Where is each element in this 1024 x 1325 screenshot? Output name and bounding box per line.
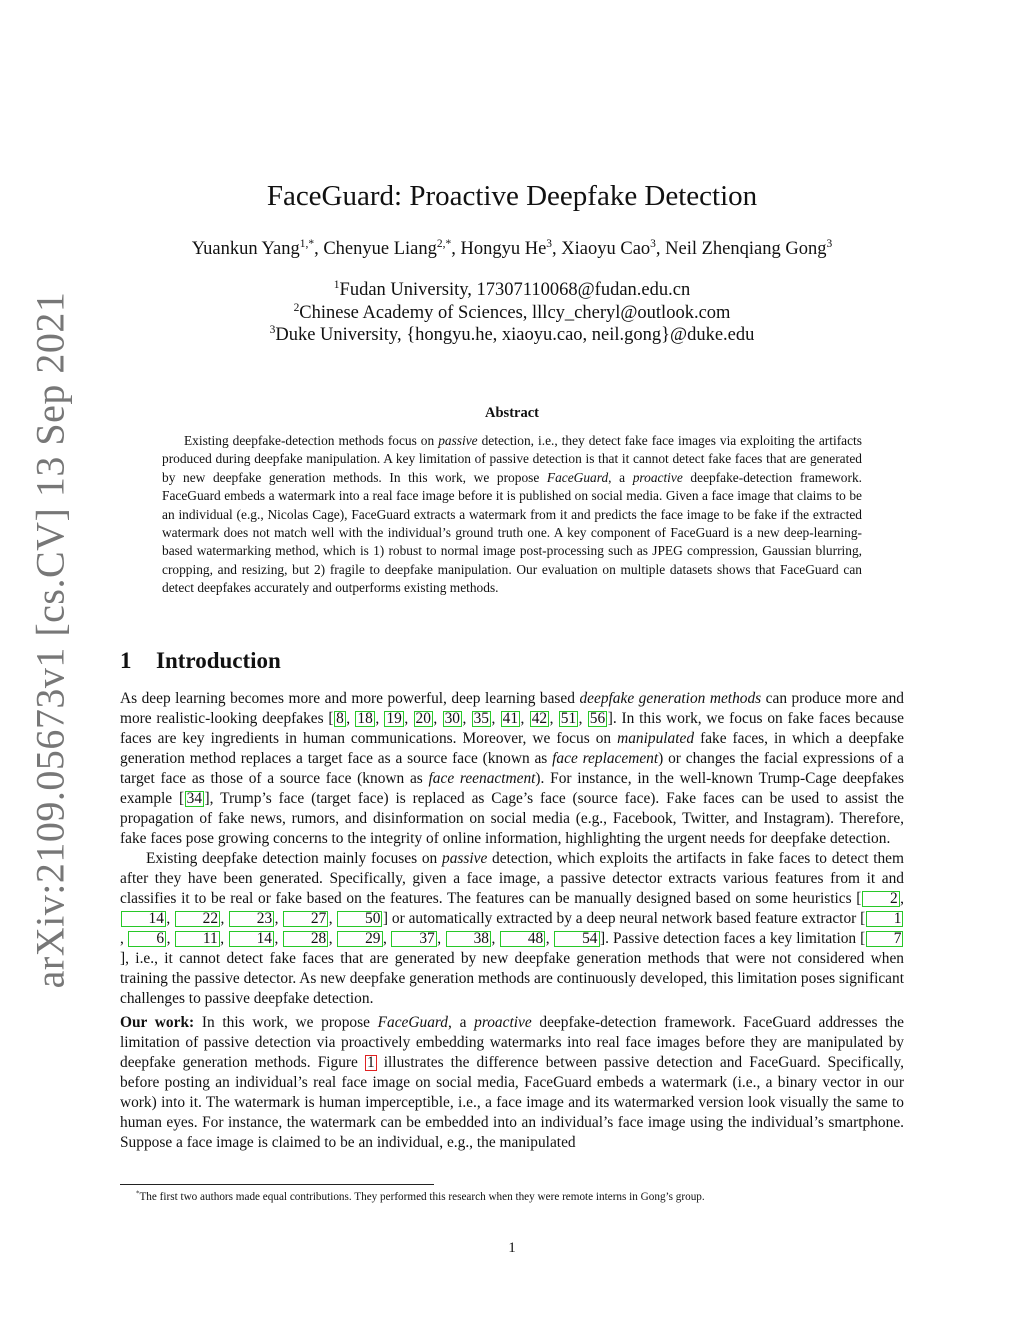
citation-link[interactable]: 14 bbox=[121, 911, 166, 927]
affiliation-line: $^3$Duke University, {hongyu.he, xiaoyu.cao, neil.gong}@duke.edu bbox=[269, 323, 755, 345]
section-title: Introduction bbox=[156, 648, 281, 673]
footnote bbox=[136, 1190, 896, 1204]
introduction-body bbox=[120, 689, 904, 1153]
citation-link[interactable]: 42 bbox=[531, 710, 548, 727]
section-number: 1 bbox=[120, 648, 132, 673]
citation-link[interactable]: 22 bbox=[175, 911, 220, 927]
citation-link[interactable]: 8 bbox=[336, 710, 344, 727]
citation-link[interactable]: 30 bbox=[444, 710, 460, 727]
citation-link[interactable]: 37 bbox=[391, 931, 436, 947]
abstract-heading: Abstract bbox=[485, 405, 539, 421]
citation-link[interactable]: 56 bbox=[589, 710, 606, 727]
citation-link[interactable]: 38 bbox=[446, 931, 491, 947]
author-name: Hongyu He bbox=[460, 239, 547, 259]
citation-link[interactable]: 6 bbox=[128, 931, 166, 947]
citation-link[interactable]: 19 bbox=[386, 710, 402, 727]
affiliation-list bbox=[0, 279, 1024, 347]
author-name: Neil Zhenqiang Gong bbox=[665, 239, 827, 259]
author-affiliation-mark: 3 bbox=[546, 237, 553, 250]
citation-link[interactable]: 48 bbox=[500, 931, 545, 947]
footnote-text: The first two authors made equal contributions. They performed this research when they were remote interns in Gong’s group. bbox=[139, 1191, 705, 1203]
affiliation-line: $^2$Chinese Academy of Sciences, lllcy_cheryl@outlook.com bbox=[293, 301, 731, 323]
paragraph-our-work: Our work: In this work, we propose FaceGuard, a proactive deepfake-detection framework. FaceGuard addresses the limitation of passive detection via proactively embedding watermarks into real face images before they are manipulated by deepfake generation methods. Figure 1 illustrates the difference between passive detection and FaceGuard. Specifically, before posting an individual’s real face image on social media, FaceGuard embeds a watermark (i.e., a binary vector in our work) into it. The watermark is human imperceptible, i.e., a face image and its watermarked version look visually the same to human eyes. For instance, the watermark can be embedded into an individual’s face image using the individual’s smartphone. Suppose a face image is claimed to be an individual, e.g., the manipulated bbox=[120, 1014, 904, 1151]
citation-link[interactable]: 54 bbox=[554, 931, 599, 947]
citation-link[interactable]: 34 bbox=[186, 790, 203, 807]
citation-link[interactable]: 27 bbox=[283, 911, 328, 927]
citation-link[interactable]: 50 bbox=[337, 911, 382, 927]
author-affiliation-mark: 3 bbox=[826, 237, 833, 250]
citation-link[interactable]: 14 bbox=[229, 931, 274, 947]
citation-link[interactable]: 7 bbox=[866, 931, 904, 947]
arxiv-identifier: arXiv:2109.05673v1 [cs.CV] 13 Sep 2021 bbox=[27, 291, 73, 989]
citation-link[interactable]: 35 bbox=[473, 710, 489, 727]
citation-link[interactable]: 1 bbox=[866, 911, 904, 927]
citation-link[interactable]: 20 bbox=[415, 710, 431, 727]
author-affiliation-mark: 2,* bbox=[436, 237, 452, 250]
footnote-mark: * bbox=[136, 1189, 140, 1198]
citation-link[interactable]: 23 bbox=[229, 911, 274, 927]
author-affiliation-mark: 3 bbox=[650, 237, 656, 250]
citation-link[interactable]: 51 bbox=[560, 710, 577, 727]
paper-title: FaceGuard: Proactive Deepfake Detection bbox=[266, 180, 758, 212]
citation-link[interactable]: 29 bbox=[337, 931, 382, 947]
our-work-lead: Our work: bbox=[120, 1014, 195, 1031]
author-name: Chenyue Liang bbox=[323, 239, 437, 259]
affiliation-line: $^1$Fudan University, 17307110068@fudan.edu.cn bbox=[333, 278, 691, 300]
citation-link[interactable]: 41 bbox=[502, 710, 519, 727]
author-affiliation-mark: 1,* bbox=[299, 237, 315, 250]
paragraph-2: Existing deepfake detection mainly focuses on passive detection, which exploits the artifacts in fake faces to detect them after they have been generated. Specifically, given a face image, a passive detector extracts various features from it and classifies it to be real or fake based on the features. The features can be manually designed based on some heuristics [ 2 , 14 , 22 , 23 , 27 , 50 ] or automatically extracted by a deep neural network based feature extractor [ 1, 6 , 11 , 14 , 28 , 29 , 37 , 38 , 48 , 54 ]. Passive detection faces a key limitation [ 7], i.e., it cannot detect fake faces that are generated by new deepfake generation methods that were not considered when training the passive detector. As new deepfake generation methods are continuously developed, this limitation poses significant challenges to passive deepfake detection. bbox=[120, 850, 904, 1007]
abstract-body: Existing deepfake-detection methods focus on passive detection, i.e., they detect fake face images via exploiting the artifacts produced during deepfake manipulation. A key limitation of passive detection is that it cannot detect fake faces that are generated by new deepfake generation methods. In this work, we propose FaceGuard, a proactive deepfake-detection framework. FaceGuard embeds a watermark into a real face image before it is published on social media. Given a face image that claims to be an individual (e.g., Nicolas Cage), FaceGuard extracts a watermark from it and predicts the face image to be fake if the extracted watermark does not match well with the individual’s ground truth one. A key component of FaceGuard is a new deep-learning-based watermarking method, which is 1) robust to normal image post-processing such as JPEG compression, Gaussian blurring, cropping, and resizing, but 2) fragile to deepfake manipulation. Our evaluation on multiple datasets shows that FaceGuard can detect deepfakes accurately and outperforms existing methods. bbox=[162, 433, 862, 596]
paragraph-1: As deep learning becomes more and more powerful, deep learning based deepfake generation methods can produce more and more realistic-looking deepfakes [ 8 , 18 , 19 , 20 , 30 , 35 , 41 , 42 , 51 , 56 ]. In this work, we focus on fake faces because faces are key ingredients in human communications. Moreover, we focus on manipulated fake faces, in which a deepfake generation method replaces a target face as a source face (known as face replacement) or changes the facial expressions of a target face as those of a source face (known as face reenactment). For instance, in the well-known Trump-Cage deepfakes example [ 34 ], Trump’s face (target face) is replaced as Cage’s face (source face). Fake faces can be used to assist the propagation of fake news, rumors, and disinformation on social media (e.g., Facebook, Twitter, and Instagram). Therefore, fake faces pose growing concerns to the integrity of online information, highlighting the urgent needs for deepfake detection. bbox=[120, 690, 905, 847]
page-number: 1 bbox=[508, 1240, 516, 1256]
author-list: Yuankun Yang$^{1,*}$, Chenyue Liang$^{2,*}$, Hongyu He$^3$, Xiaoyu Cao$^3$, Neil Zhenqiang Gong$^3$ bbox=[191, 237, 833, 259]
author-name: Xiaoyu Cao bbox=[561, 239, 651, 259]
citation-link[interactable]: 28 bbox=[283, 931, 328, 947]
section-heading-introduction bbox=[120, 646, 281, 676]
footnote-divider bbox=[120, 1184, 434, 1185]
figure-1-link[interactable]: 1 bbox=[366, 1054, 375, 1071]
citation-link[interactable]: 11 bbox=[175, 931, 220, 947]
citation-link[interactable]: 2 bbox=[862, 891, 900, 907]
citation-link[interactable]: 18 bbox=[357, 710, 373, 727]
author-name: Yuankun Yang bbox=[191, 239, 300, 259]
